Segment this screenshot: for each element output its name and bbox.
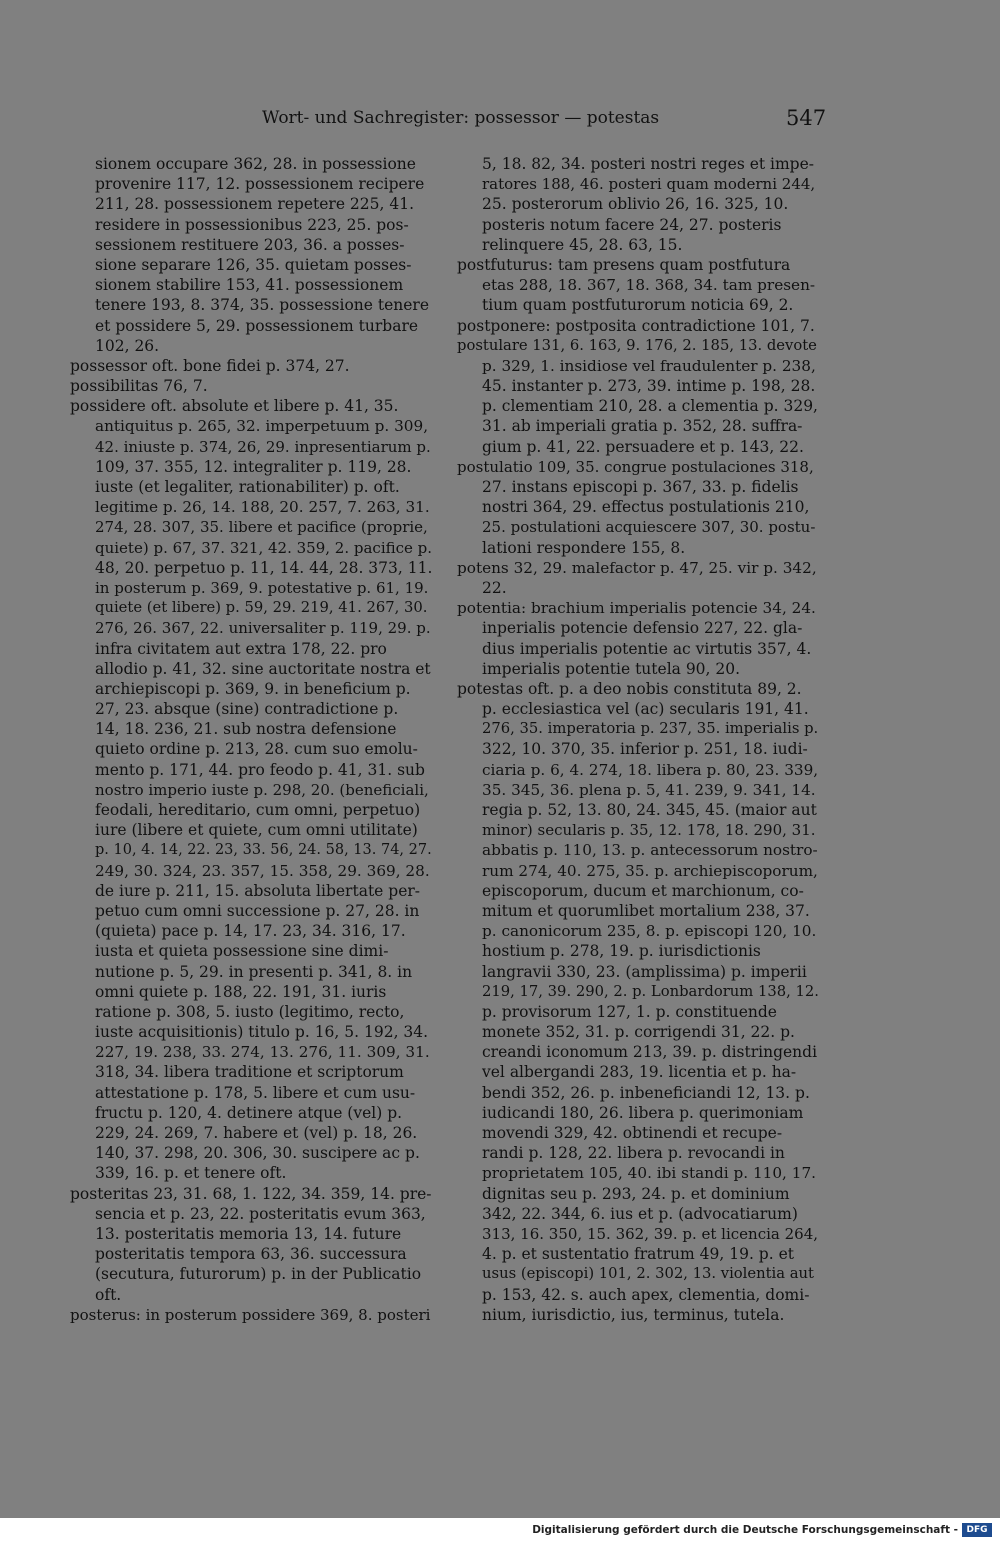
index-entry-line: 274, 28. 307, 35. libere et pacifice (proprie, — [95, 518, 428, 537]
index-entry-line: gium p. 41, 22. persuadere et p. 143, 22. — [482, 437, 804, 456]
index-entry-line: quiete (et libere) p. 59, 29. 219, 41. 267, 30. — [95, 599, 428, 617]
running-header — [0, 106, 1000, 136]
index-entry-line: p. canonicorum 235, 8. p. episcopi 120, 10. — [482, 922, 817, 941]
index-entry-line: 140, 37. 298, 20. 306, 30. suscipere ac p. — [95, 1144, 420, 1163]
index-entry-line: 276, 26. 367, 22. universaliter p. 119, 29. p. — [95, 619, 431, 638]
index-entry-line: p. provisorum 127, 1. p. constituende — [482, 1002, 777, 1021]
index-entry-line: hostium p. 278, 19. p. iurisdictionis — [482, 942, 761, 961]
index-entry-headline: postulatio 109, 35. congrue postulaciones 318, — [457, 457, 814, 476]
index-entry-line: p. ecclesiastica vel (ac) secularis 191, 41. — [482, 700, 809, 719]
index-entry-line: relinquere 45, 28. 63, 15. — [482, 235, 683, 254]
index-entry-headline: possessor oft. bone fidei p. 374, 27. — [70, 356, 350, 375]
index-entry-line: monete 352, 31. p. corrigendi 31, 22. p. — [482, 1023, 795, 1042]
index-entry-line: 229, 24. 269, 7. habere et (vel) p. 18, 26. — [95, 1124, 418, 1142]
index-entry-line: quiete) p. 67, 37. 321, 42. 359, 2. pacifice p. — [95, 538, 432, 557]
index-entry-headline: potestas oft. p. a deo nobis constituta 89, 2. — [457, 679, 802, 698]
index-entry-line: 5, 18. 82, 34. posteri nostri reges et impe- — [482, 155, 815, 173]
index-entry-line: p. 10, 4. 14, 22. 23, 33. 56, 24. 58, 13. 74, 27. — [95, 842, 432, 859]
index-entry-line: 342, 22. 344, 6. ius et p. (advocatiarum) — [482, 1204, 798, 1223]
index-entry-line: iudicandi 180, 26. libera p. querimoniam — [482, 1103, 804, 1122]
index-entry-line: nostro imperio iuste p. 298, 20. (beneficiali, — [95, 780, 429, 799]
index-entry-line: 31. ab imperiali gratia p. 352, 28. suffra- — [482, 417, 803, 436]
index-entry-line: randi p. 128, 22. libera p. revocandi in — [482, 1144, 785, 1163]
index-entry-line: usus (episcopi) 101, 2. 302, 13. violentia aut — [482, 1265, 814, 1283]
index-entry-line: posteris notum facere 24, 27. posteris — [482, 215, 782, 234]
index-entry-line: ciaria p. 6, 4. 274, 18. libera p. 80, 23. 339, — [482, 760, 819, 779]
left-column — [70, 154, 432, 1325]
index-entry-line: 35. 345, 36. plena p. 5, 41. 239, 9. 341, 14. — [482, 780, 816, 799]
index-entry-line: 25. posterorum oblivio 26, 16. 325, 10. — [482, 195, 789, 214]
index-entry-line: lationi respondere 155, 8. — [482, 538, 686, 557]
index-entry-line: dignitas seu p. 293, 24. p. et dominium — [482, 1184, 790, 1203]
index-entry-line: (secutura, futurorum) p. in der Publicatio — [95, 1265, 422, 1284]
index-entry-line: archiepiscopi p. 369, 9. in beneficium p. — [95, 679, 411, 698]
index-entry-line: allodio p. 41, 32. sine auctoritate nostra et — [95, 659, 431, 678]
index-entry-line: creandi iconomum 213, 39. p. distringendi — [482, 1043, 818, 1062]
dfg-logo: DFG — [962, 1523, 992, 1537]
index-entry-line: nutione p. 5, 29. in presenti p. 341, 8. in — [95, 962, 413, 981]
index-entry-headline: posteritas 23, 31. 68, 1. 122, 34. 359, 14. pre- — [70, 1184, 432, 1203]
index-entry-line: nostri 364, 29. effectus postulationis 210, — [482, 498, 810, 517]
index-entry-line: p. 329, 1. insidiose vel fraudulenter p. 238, — [482, 356, 816, 375]
index-entry-headline: postulare 131, 6. 163, 9. 176, 2. 185, 13. devote — [457, 336, 817, 354]
index-entry-line: mitum et quorumlibet mortalium 238, 37. — [482, 901, 810, 920]
index-entry-line: provenire 117, 12. possessionem recipere — [95, 175, 425, 194]
index-entry-line: 276, 35. imperatoria p. 237, 35. imperialis p. — [482, 720, 819, 738]
index-entry-line: iuste acquisitionis) titulo p. 16, 5. 192, 34. — [95, 1023, 429, 1042]
index-entry-line: rum 274, 40. 275, 35. p. archiepiscoporum, — [482, 861, 818, 880]
index-entry-line: inperialis potencie defensio 227, 22. gla- — [482, 619, 803, 638]
index-entry-line: 4. p. et sustentatio fratrum 49, 19. p. et — [482, 1245, 794, 1264]
index-entry-line: 211, 28. possessionem repetere 225, 41. — [95, 195, 415, 214]
index-entry-headline: posterus: in posterum possidere 369, 8. posteri — [70, 1305, 431, 1324]
index-entry-line: iusta et quieta possessione sine dimi- — [95, 942, 389, 961]
index-entry-line: movendi 329, 42. obtinendi et recupe- — [482, 1124, 783, 1142]
index-entry-line: attestatione p. 178, 5. libere et cum usu- — [95, 1083, 416, 1102]
index-entry-line: legitime p. 26, 14. 188, 20. 257, 7. 263, 31. — [95, 498, 430, 517]
index-entry-line: quieto ordine p. 213, 28. cum suo emolu- — [95, 740, 418, 759]
index-entry-headline: postfuturus: tam presens quam postfutura — [457, 255, 791, 274]
index-entry-line: sione separare 126, 35. quietam posses- — [95, 255, 412, 274]
index-entry-line: regia p. 52, 13. 80, 24. 345, 45. (maior aut — [482, 801, 817, 819]
index-entry-line: ratione p. 308, 5. iusto (legitimo, recto, — [95, 1002, 405, 1021]
index-entry-line: 27, 23. absque (sine) contradictione p. — [95, 700, 399, 719]
index-entry-line: nium, iurisdictio, ius, terminus, tutela. — [482, 1305, 785, 1324]
index-entry-line: proprietatem 105, 40. ibi standi p. 110, 17. — [482, 1164, 817, 1183]
running-head-title: Wort- und Sachregister: possessor — potestas — [262, 108, 660, 128]
index-entry-line: 313, 16. 350, 15. 362, 39. p. et licencia 264, — [482, 1224, 819, 1243]
index-entry-line: oft. — [95, 1285, 122, 1304]
index-entry-line: ratores 188, 46. posteri quam moderni 244, — [482, 175, 816, 194]
index-entry-line: episcoporum, ducum et marchionum, co- — [482, 881, 804, 900]
index-entry-line: 249, 30. 324, 23. 357, 15. 358, 29. 369, 28. — [95, 861, 430, 880]
index-entry-line: 109, 37. 355, 12. integraliter p. 119, 28. — [95, 457, 412, 476]
index-entry-line: 45. instanter p. 273, 39. intime p. 198, 28. — [482, 377, 816, 396]
index-entry-line: abbatis p. 110, 13. p. antecessorum nostro- — [482, 841, 818, 860]
page-number: 547 — [786, 106, 827, 130]
index-entry-line: minor) secularis p. 35, 12. 178, 18. 290, 31. — [482, 821, 816, 840]
index-entry-line: 42. iniuste p. 374, 26, 29. inpresentiarum p. — [95, 437, 431, 456]
index-entry-line: 102, 26. — [95, 336, 160, 355]
footer-bar — [0, 1518, 1000, 1544]
index-entry-line: 227, 19. 238, 33. 274, 13. 276, 11. 309, 31. — [95, 1043, 430, 1062]
index-entry-line: 27. instans episcopi p. 367, 33. p. fidelis — [482, 478, 799, 496]
index-entry-line: 22. — [482, 578, 507, 597]
index-entry-line: mento p. 171, 44. pro feodo p. 41, 31. sub — [95, 760, 425, 779]
index-entry-headline: postponere: postposita contradictione 101, 7. — [457, 316, 815, 335]
right-column — [457, 154, 819, 1325]
index-entry-line: feodali, hereditario, cum omni, perpetuo) — [95, 801, 421, 819]
index-entry-line: iuste (et legaliter, rationabiliter) p. oft. — [95, 478, 400, 496]
index-entry-line: omni quiete p. 188, 22. 191, 31. iuris — [95, 982, 387, 1001]
index-entry-line: 48, 20. perpetuo p. 11, 14. 44, 28. 373, 11. — [95, 558, 432, 577]
index-entry-line: 219, 17, 39. 290, 2. p. Lonbardorum 138, 12. — [482, 982, 819, 1000]
index-entry-line: vel albergandi 283, 19. licentia et p. ha- — [482, 1063, 797, 1082]
index-entry-line: de iure p. 211, 15. absoluta libertate per- — [95, 881, 421, 900]
index-entry-line: sessionem restituere 203, 36. a posses- — [95, 235, 405, 254]
index-entry-line: fructu p. 120, 4. detinere atque (vel) p. — [95, 1103, 403, 1122]
index-entry-line: 339, 16. p. et tenere oft. — [95, 1164, 287, 1183]
index-entry-line: tium quam postfuturorum noticia 69, 2. — [482, 296, 794, 315]
funding-credit: Digitalisierung gefördert durch die Deutsche Forschungsgemeinschaft - — [532, 1524, 958, 1536]
index-entry-headline: possidere oft. absolute et libere p. 41, 35. — [70, 397, 399, 416]
index-entry-line: sionem stabilire 153, 41. possessionem — [95, 276, 404, 295]
index-entry-line: petuo cum omni successione p. 27, 28. in — [95, 901, 420, 920]
index-entry-line: residere in possessionibus 223, 25. pos- — [95, 215, 409, 234]
index-entry-line: 318, 34. libera traditione et scriptorum — [95, 1063, 404, 1082]
index-entry-line: sionem occupare 362, 28. in possessione — [95, 155, 416, 173]
index-entry-line: 322, 10. 370, 35. inferior p. 251, 18. iudi- — [482, 740, 808, 759]
index-entry-line: p. clementiam 210, 28. a clementia p. 329, — [482, 397, 818, 416]
index-entry-line: p. 153, 42. s. auch apex, clementia, domi- — [482, 1285, 810, 1304]
index-entry-line: (quieta) pace p. 14, 17. 23, 34. 316, 17. — [95, 922, 406, 941]
index-entry-line: langravii 330, 23. (amplissima) p. imperii — [482, 962, 807, 981]
index-entry-line: dius imperialis potentie ac virtutis 357, 4. — [482, 639, 812, 658]
index-entry-line: sencia et p. 23, 22. posteritatis evum 363, — [95, 1204, 426, 1223]
index-entry-line: iure (libere et quiete, cum omni utilitate) — [95, 821, 418, 840]
index-entry-headline: potens 32, 29. malefactor p. 47, 25. vir p. 342, — [457, 558, 817, 577]
index-entry-line: etas 288, 18. 367, 18. 368, 34. tam presen- — [482, 276, 816, 295]
index-entry-line: 13. posteritatis memoria 13, 14. future — [95, 1224, 402, 1243]
index-entry-line: infra civitatem aut extra 178, 22. pro — [95, 639, 387, 658]
index-entry-line: tenere 193, 8. 374, 35. possessione tenere — [95, 296, 429, 315]
index-entry-line: 25. postulationi acquiescere 307, 30. postu- — [482, 518, 816, 537]
index-entry-line: posteritatis tempora 63, 36. successura — [95, 1245, 407, 1264]
index-entry-line: bendi 352, 26. p. inbeneficiandi 12, 13. p. — [482, 1083, 810, 1102]
index-entry-headline: potentia: brachium imperialis potencie 34, 24. — [457, 599, 816, 618]
index-entry-line: in posterum p. 369, 9. potestative p. 61, 19. — [95, 578, 429, 597]
index-entry-line: 14, 18. 236, 21. sub nostra defensione — [95, 720, 397, 739]
index-entry-line: antiquitus p. 265, 32. imperpetuum p. 309, — [95, 417, 429, 436]
index-entry-line: et possidere 5, 29. possessionem turbare — [95, 316, 419, 335]
index-entry-line: imperialis potentie tutela 90, 20. — [482, 659, 741, 678]
index-entry-headline: possibilitas 76, 7. — [70, 377, 208, 396]
